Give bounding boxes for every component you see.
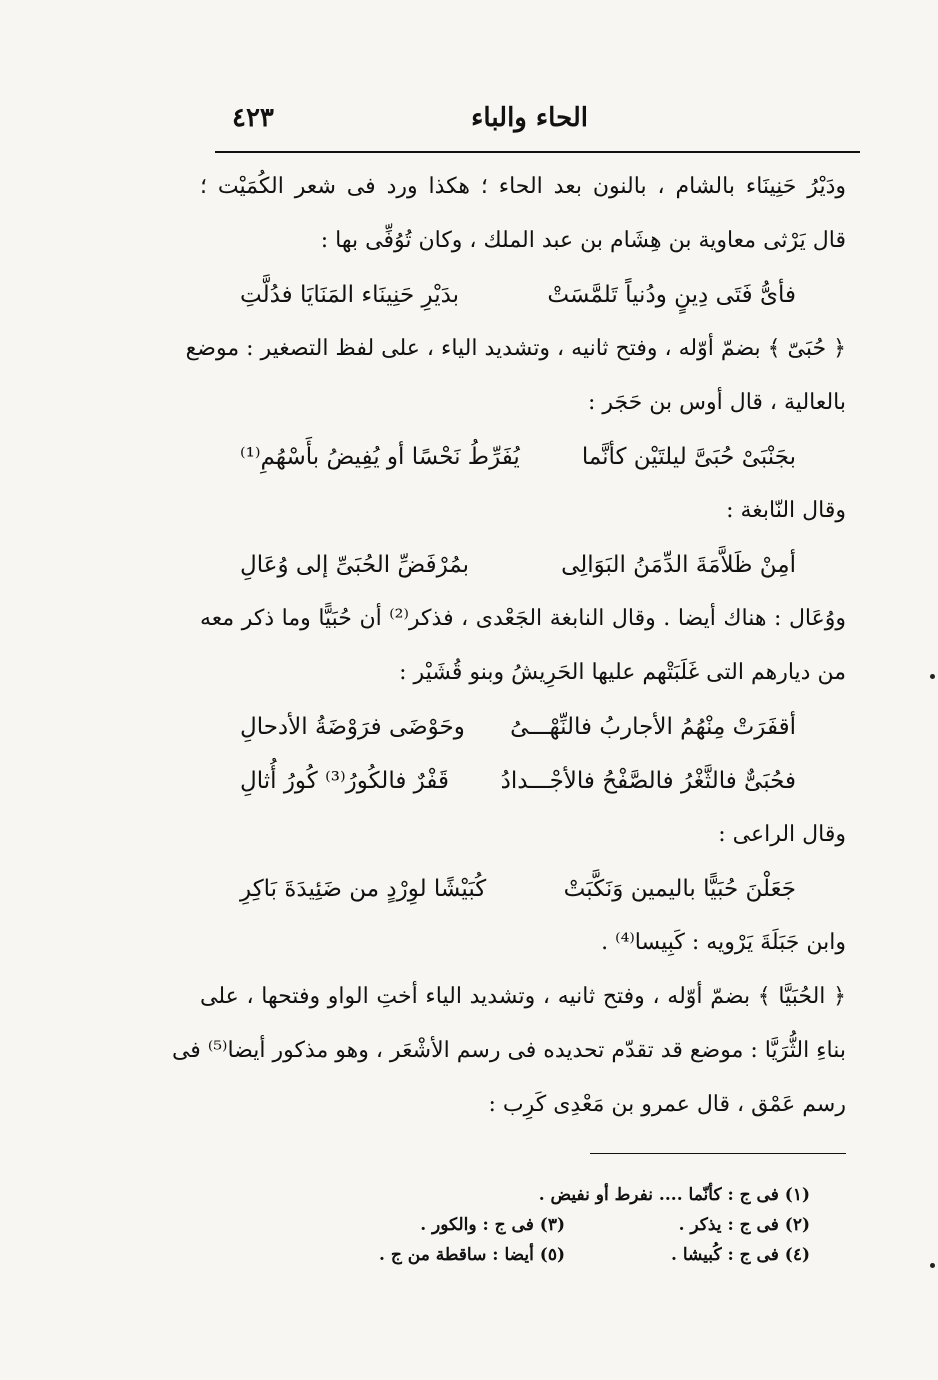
verse-line — [200, 766, 846, 820]
prose-line: بناءِ الثُّرَيَّا : موضع قد تقدّم تحديده فى رسم الأشْعَر ، وهو مذكور أيضا⁽⁵⁾ فى — [171, 1038, 846, 1063]
prose-line: ودَيْرُ حَنِينَاء بالشام ، بالنون بعد الحاء ؛ هكذا ورد فى شعر الكُمَيْت ؛ — [200, 174, 846, 199]
prose-line: من ديارهم التى غَلَبَتْهم عليها الحَرِيشُ وبنو قُشَيْر : — [399, 660, 846, 685]
verse-first-hemistich: أقفَرَتْ مِنْهُمُ الأجاربُ فالنِّهْـــىُ — [510, 714, 796, 740]
main-text — [171, 172, 847, 1144]
verse-first-hemistich: جَعَلْنَ حُبَيًّا باليمين وَنَكَّبَتْ — [563, 876, 796, 902]
footnote-rule — [590, 1153, 846, 1154]
verse-line — [200, 550, 846, 604]
verse-line — [200, 874, 846, 928]
footnote-row — [320, 1180, 810, 1210]
footnote-entry: (١) فى ج : كأنّما .... نفرط أو نفيض . — [538, 1185, 810, 1205]
verse-line — [200, 712, 846, 766]
prose-line: قال يَرْثى معاوية بن هِشَام بن عبد الملك ، وكان تُوُفِّى بها : — [320, 228, 846, 253]
verse-second-hemistich: بدَيْرِ حَنِينَاء المَنَايَا فدُلَّتِ — [240, 282, 460, 308]
prose-line: وابن جَبَلَةَ يَرْويه : كَبِيسا⁽⁴⁾ . — [601, 930, 846, 955]
footnote-row — [320, 1210, 810, 1240]
verse-second-hemistich: كُبَيْشًا لوِرْدٍ من ضَئِيدَةَ بَاكِرِ — [240, 876, 487, 902]
verse-line — [200, 280, 846, 334]
scan-speck — [930, 1263, 935, 1268]
footnote-entry: (٢) فى ج : يذكر . — [678, 1215, 810, 1235]
verse-first-hemistich: أمِنْ ظَلاَّمَةَ الدِّمَنُ البَوَالِى — [561, 552, 796, 578]
page-number: ٤٢٣ — [232, 103, 274, 133]
prose-line: وقال الراعى : — [718, 822, 846, 847]
verse-first-hemistich: فحُبَىٌّ فالثَّغْرُ فالصَّفْحُ فالأجْـــدادُ — [500, 768, 796, 794]
running-title: الحاء والباء — [471, 103, 588, 133]
header-rule — [215, 151, 860, 153]
footnote-entry: (٥) أيضا : ساقطة من ج . — [379, 1245, 565, 1265]
footnote-row — [320, 1240, 810, 1270]
prose-line: ﴿ حُبَىّ ﴾ بضمّ أوّله ، وفتح ثانيه ، وتشديد الياء ، على لفظ التصغير : موضع — [185, 336, 846, 361]
verse-second-hemistich: وحَوْضَى فرَوْضَةُ الأدحالِ — [240, 714, 465, 740]
footnote-entry: (٤) فى ج : كُبيشا . — [671, 1245, 810, 1265]
footnote-entry — [320, 1180, 565, 1210]
scan-speck — [930, 674, 935, 679]
footnotes — [320, 1180, 810, 1270]
prose-line: ووُعَال : هناك أيضا . وقال النابغة الجَعْدى ، فذكر⁽²⁾ أن حُبَيًّا وما ذكر معه — [200, 606, 847, 631]
verse-second-hemistich: بمُرْفَضِّ الحُبَىِّ إلى وُعَالِ — [240, 552, 469, 578]
running-header — [218, 96, 858, 140]
prose-line: ﴿ الحُبَيَّا ﴾ بضمّ أوّله ، وفتح ثانيه ، وتشديد الياء أختِ الواو وفتحها ، على — [200, 984, 846, 1009]
prose-line: وقال النّابغة : — [726, 498, 846, 523]
verse-second-hemistich: يُفَرِّطُ نَحْسًا أو يُفِيضُ بأَسْهُمِ⁽¹⁾ — [240, 444, 520, 470]
prose-line: بالعالية ، قال أوس بن حَجَر : — [587, 390, 846, 415]
verse-second-hemistich: قَفْرٌ فالكُورُ⁽³⁾ كُورُ أُثالِ — [240, 768, 449, 794]
verse-first-hemistich: فأىُّ فَتَى دِينٍ ودُنياً تَلمَّسَتْ — [547, 282, 796, 308]
footnote-entry: (٣) فى ج : والكور . — [420, 1215, 565, 1235]
verse-first-hemistich: بجَنْبَىْ حُبَىَّ ليلتَيْن كأنَّما — [581, 444, 796, 470]
prose-line: رسم عَمْق ، قال عمرو بن مَعْدِى كَرِب : — [488, 1092, 846, 1117]
verse-line — [200, 442, 846, 496]
